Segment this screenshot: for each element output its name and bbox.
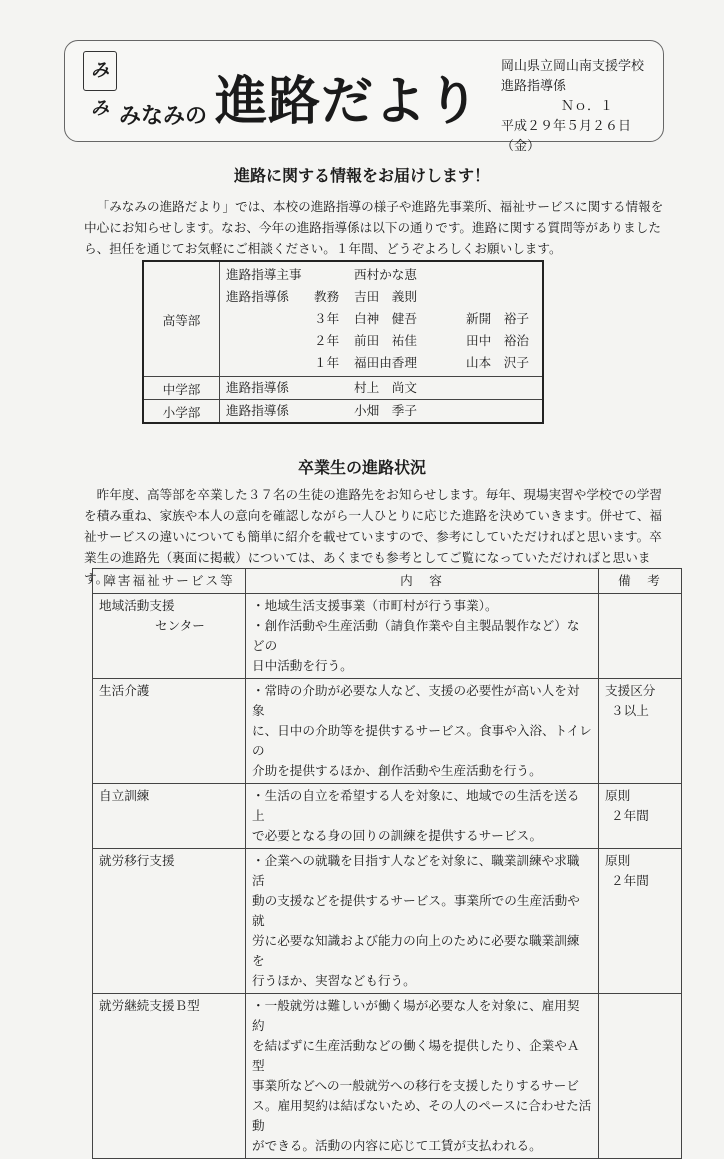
service-row: 地域活動支援 センター ・地域生活支援事業（市町村が行う事業）。 ・創作活動や生産活動（請負作業や自主製品製作など）などの 日中活動を行う。	[93, 594, 682, 679]
para-line: 「みなみの進路だより」では、本校の進路指導の様子や進路先事業所、福祉サービスに関する情報を	[96, 199, 664, 214]
para-line: 昨年度、高等部を卒業した３７名の生徒の進路先をお知らせします。毎年、現場実習や学校での学習	[96, 487, 662, 502]
section1-heading: 進路に関する情報をお届けします！	[233, 166, 490, 185]
service-row: 生活介護 ・常時の介助が必要な人など、支援の必要性が高い人を対象 に、日中の介助等を提供するサービス。食事や入浴、トイレの 介助を提供するほか、創作活動や生産活動を行う。 支援区分 ３以上	[93, 679, 682, 784]
dept-cell: 高等部	[143, 261, 220, 377]
page-title: 進路だより	[215, 72, 481, 132]
para-line: 祉サービスの違いについても簡単に紹介を載せていますので、参考にしていただければと思います。卒	[84, 529, 662, 544]
para-line: 中心にお知らせします。なお、今年の進路指導係は以下の通りです。進路に関する質問等がありました	[84, 220, 661, 235]
section2-heading: 卒業生の進路状況	[297, 458, 426, 477]
school-info	[501, 57, 663, 157]
service-name: センター	[155, 618, 205, 633]
staff-table	[142, 260, 544, 424]
staff-line: ２年 前田 祐佳 田中 裕治	[314, 333, 529, 348]
para-line: を積み重ね、家族や本人の意向を確認しながら一人ひとりに応じた進路を決めていきます。併せて、福	[84, 508, 663, 523]
header-box	[64, 40, 664, 154]
staff-elem-row	[143, 400, 543, 424]
service-row: 就労継続支援Ｂ型 ・一般就労は難しいが働く場が必要な人を対象に、雇用契約 を結ばずに生産活動などの働く場を提供したり、企業やＡ型 事業所などへの一般就労への移行を支援したりするサービ ス。雇用契約は結ばないため、その人のペースに合わせた活動 ができる。活動の内容に応じて工賃が支払われる。	[93, 994, 682, 1159]
service-name: 就労移行支援	[99, 853, 175, 868]
header-content: 内 容	[246, 569, 599, 594]
dept-cell: 中学部	[143, 377, 220, 400]
header-note: 備 考	[599, 569, 682, 594]
service-row: 就労移行支援 ・企業への就職を目指す人などを対象に、職業訓練や求職活 動の支援などを提供するサービス。事業所での生産活動や就 労に必要な知識および能力の向上のために必要な職業訓練を 行うほか、実習なども行う。 原則 ２年間	[93, 849, 682, 994]
staff-line: 進路指導係 村上 尚文	[226, 380, 417, 395]
issue-date: 平成２９年５月２６日（金）	[501, 119, 632, 154]
staff-line: 進路指導係 小畑 季子	[226, 403, 417, 418]
staff-line: １年 福田由香理 山本 沢子	[314, 355, 529, 370]
service-name: 就労継続支援Ｂ型	[99, 998, 200, 1013]
header-service: 障害福祉サービス等	[93, 569, 246, 594]
para-line: ら、担任を通じてお気軽にご相談ください。１年間、どうぞよろしくお願いします。	[84, 241, 562, 256]
school-name: 岡山県立岡山南支援学校	[501, 59, 645, 74]
service-name: 自立訓練	[99, 788, 150, 803]
staff-list	[220, 261, 544, 377]
staff-line: ３年 白神 健吾 新開 裕子	[314, 311, 529, 326]
service-name: 生活介護	[99, 683, 150, 698]
school-logo: みみ	[83, 51, 117, 91]
staff-line: 進路指導係 教務 吉田 義則	[226, 289, 417, 304]
services-table	[92, 568, 682, 1159]
service-name: 地域活動支援	[99, 598, 175, 613]
staff-high-row	[143, 261, 543, 377]
brand-text: みなみの	[119, 104, 208, 129]
staff-junior-row	[143, 377, 543, 400]
service-row: 自立訓練 ・生活の自立を希望する人を対象に、地域での生活を送る上 で必要となる身の回りの訓練を提供するサービス。 原則 ２年間	[93, 784, 682, 849]
services-header-row	[93, 569, 682, 594]
dept-cell: 小学部	[143, 400, 220, 424]
issue-number: Ｎｏ．１	[561, 99, 614, 114]
section1-paragraph	[84, 196, 664, 259]
staff-line: 進路指導主事 西村かな恵	[226, 267, 417, 282]
school-section: 進路指導係	[501, 79, 567, 94]
para-line: 業生の進路先（裏面に掲載）については、あくまでも参考としてご覧になっていただければと思います。	[84, 550, 651, 586]
